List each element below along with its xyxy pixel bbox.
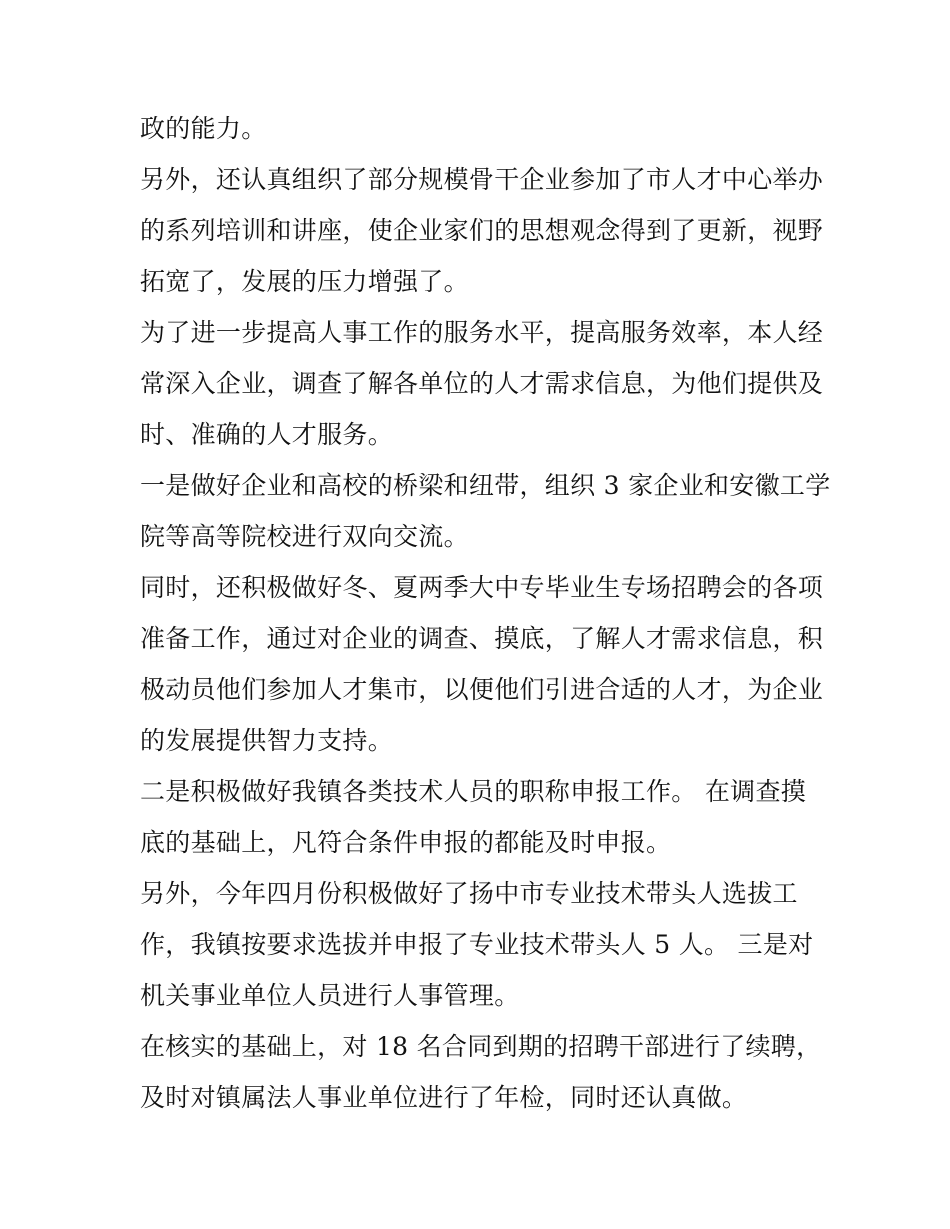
text-line: 另外，还认真组织了部分规模骨干企业参加了市人才中心举办 [140,165,824,194]
text-line: 的系列培训和讲座，使企业家们的思想观念得到了更新，视野 [140,216,824,245]
text-line: 极动员他们参加人才集市，以便他们引进合适的人才，为企业 [140,675,824,704]
text-line: 底的基础上，凡符合条件申报的都能及时申报。 [140,828,672,857]
text-line: 另外，今年四月份积极做好了扬中市专业技术带头人选拔工 [140,879,798,908]
paragraph [140,562,830,766]
paragraph [140,154,830,307]
text-line: 的发展提供智力支持。 [140,726,394,755]
paragraph [140,307,830,460]
document-body [140,103,830,1123]
paragraph [140,766,830,868]
text-line: 准备工作，通过对企业的调查、摸底，了解人才需求信息，积 [140,624,824,653]
text-line: 拓宽了，发展的压力增强了。 [140,267,469,296]
text-line: 为了进一步提高人事工作的服务水平，提高服务效率，本人经 [140,318,824,347]
text-line: 政的能力。 [140,114,267,143]
text-line: 机关事业单位人员进行人事管理。 [140,981,520,1010]
text-line: 常深入企业，调查了解各单位的人才需求信息，为他们提供及 [140,369,824,398]
paragraph [140,868,830,1021]
paragraph [140,460,830,562]
paragraph [140,103,830,154]
text-line: 一是做好企业和高校的桥梁和纽带，组织 3 家企业和安徽工学 [140,471,831,500]
text-line: 二是积极做好我镇各类技术人员的职称申报工作。 在调查摸 [140,777,807,806]
text-line: 院等高等院校进行双向交流。 [140,522,469,551]
text-line: 同时，还积极做好冬、夏两季大中专毕业生专场招聘会的各项 [140,573,824,602]
text-line: 及时对镇属法人事业单位进行了年检，同时还认真做。 [140,1083,748,1112]
text-line: 作，我镇按要求选拔并申报了专业技术带头人 5 人。 三是对 [140,930,814,959]
paragraph [140,1021,830,1123]
text-line: 在核实的基础上，对 18 名合同到期的招聘干部进行了续聘， [140,1032,822,1061]
text-line: 时、准确的人才服务。 [140,420,394,449]
